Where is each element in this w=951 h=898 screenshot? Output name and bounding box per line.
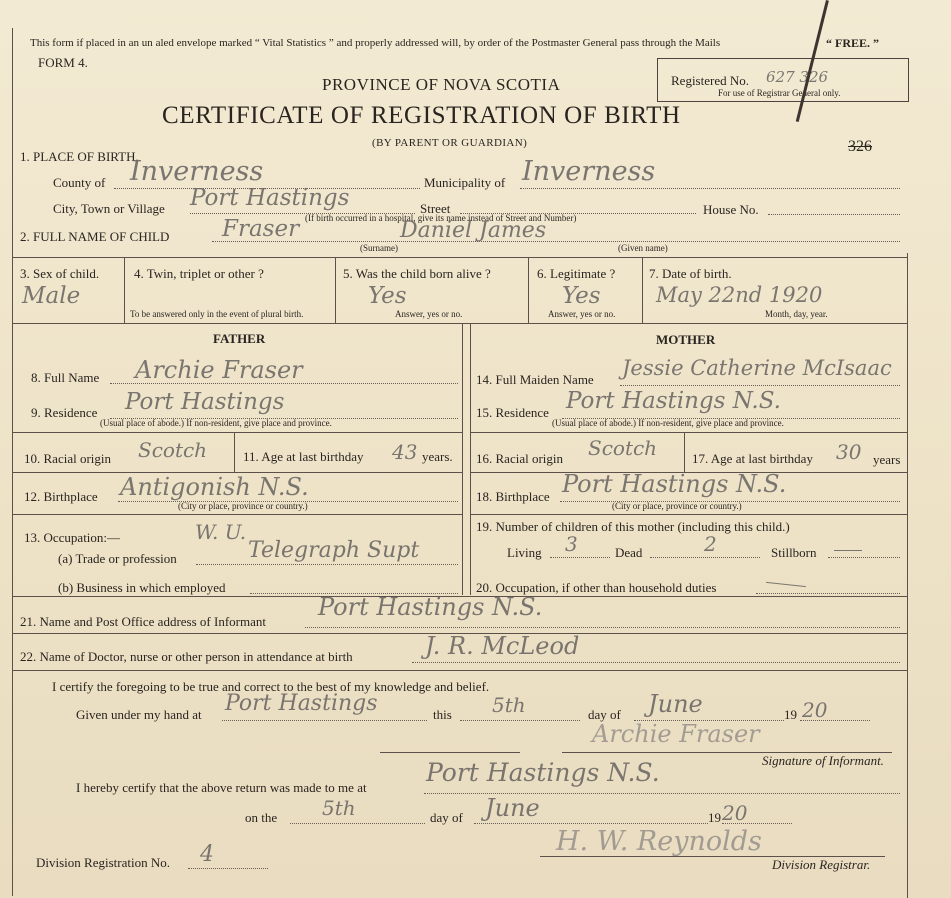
registered-value: 627 326 xyxy=(766,68,829,86)
business-label: (b) Business in which employed xyxy=(58,580,226,595)
free-notice: “ FREE. ” xyxy=(826,36,880,50)
certify-statement: I certify the foregoing to be true and correct to the best of my knowledge and belief. xyxy=(52,679,490,694)
informant-signature: Archie Fraser xyxy=(592,720,760,748)
registrar-signature: H. W. Reynolds xyxy=(556,826,762,857)
father-occupation-prefix: W. U. xyxy=(195,520,247,544)
father-name-value: Archie Fraser xyxy=(135,356,303,384)
registrar-use-note: For use of Registrar General only. xyxy=(718,88,841,98)
registrar-statement: I hereby certify that the above return was made to me at xyxy=(76,780,367,795)
registrar-year-prefix: 19 xyxy=(708,810,721,825)
dob-value: May 22nd 1920 xyxy=(656,283,823,307)
father-age-value: 43 xyxy=(392,440,418,464)
father-birthplace-value: Antigonish N.S. xyxy=(120,473,309,501)
born-alive-note: Answer, yes or no. xyxy=(395,309,463,319)
certify-day-label: day of xyxy=(588,707,621,722)
county-label: County of xyxy=(53,175,106,190)
corner-number: 326 xyxy=(848,138,872,155)
province-heading: PROVINCE OF NOVA SCOTIA xyxy=(322,75,561,94)
mother-racial-value: Scotch xyxy=(588,436,658,460)
doctor-label: 22. Name of Doctor, nurse or other person in attendance at birth xyxy=(20,649,353,664)
stillborn-dash xyxy=(834,550,862,551)
mother-racial-label: 16. Racial origin xyxy=(476,451,564,466)
registrar-month-value: June xyxy=(485,794,540,822)
division-no-label: Division Registration No. xyxy=(36,855,170,870)
stillborn-label: Stillborn xyxy=(771,545,817,560)
father-racial-label: 10. Racial origin xyxy=(24,451,112,466)
hospital-note: (If birth occurred in a hospital, give its name instead of Street and Number) xyxy=(305,213,577,223)
registrar-caption: Division Registrar. xyxy=(772,857,871,872)
mother-occupation-label: 20. Occupation, if other than household duties xyxy=(476,580,717,595)
twin-label: 4. Twin, triplet or other ? xyxy=(134,266,264,281)
mother-birthplace-value: Port Hastings N.S. xyxy=(562,470,787,498)
mother-age-unit: years xyxy=(873,452,901,467)
father-heading: FATHER xyxy=(213,331,266,346)
child-given-value: Daniel James xyxy=(400,218,547,243)
father-racial-value: Scotch xyxy=(138,438,208,462)
mother-age-label: 17. Age at last birthday xyxy=(692,451,813,466)
dead-value: 2 xyxy=(704,532,717,556)
certify-month-value: June xyxy=(648,690,703,718)
father-age-unit: years. xyxy=(422,449,453,464)
street-label: Street xyxy=(420,201,451,216)
mother-residence-label: 15. Residence xyxy=(476,405,549,420)
mother-heading: MOTHER xyxy=(656,332,716,347)
legitimate-value: Yes xyxy=(562,283,601,309)
sex-value: Male xyxy=(22,283,81,309)
trade-value: Telegraph Supt xyxy=(248,538,420,563)
father-name-label: 8. Full Name xyxy=(31,370,100,385)
legitimate-label: 6. Legitimate ? xyxy=(537,266,616,281)
municipality-value: Inverness xyxy=(522,156,656,187)
dead-label: Dead xyxy=(615,545,643,560)
child-name-label: 2. FULL NAME OF CHILD xyxy=(20,229,170,244)
certify-day-value: 5th xyxy=(492,693,526,717)
dob-note: Month, day, year. xyxy=(765,309,828,319)
informant-value: Port Hastings N.S. xyxy=(318,593,543,621)
father-occupation-label: 13. Occupation:— xyxy=(24,530,121,545)
right-border xyxy=(907,253,908,898)
county-value: Inverness xyxy=(130,156,264,187)
mother-name-label: 14. Full Maiden Name xyxy=(476,372,594,387)
given-place-value: Port Hastings xyxy=(225,691,378,716)
given-name-caption: (Given name) xyxy=(618,243,668,253)
left-border xyxy=(12,28,13,896)
mother-birthplace-label: 18. Birthplace xyxy=(476,489,550,504)
informant-label: 21. Name and Post Office address of Informant xyxy=(20,614,266,629)
mother-residence-value: Port Hastings N.S. xyxy=(566,388,781,414)
division-no-value: 4 xyxy=(200,842,214,867)
dob-label: 7. Date of birth. xyxy=(649,266,732,281)
surname-caption: (Surname) xyxy=(360,243,398,253)
registrar-day-label: day of xyxy=(430,810,463,825)
trade-label: (a) Trade or profession xyxy=(58,551,177,566)
doctor-value: J. R. McLeod xyxy=(425,632,580,660)
registrar-year-value: 20 xyxy=(722,801,748,825)
certify-year-prefix: 19 xyxy=(784,707,797,722)
city-value: Port Hastings xyxy=(190,185,350,211)
on-the-label: on the xyxy=(245,810,278,825)
occupation-dash xyxy=(766,582,806,587)
living-value: 3 xyxy=(565,532,578,556)
father-residence-value: Port Hastings xyxy=(125,389,285,415)
legitimate-note: Answer, yes or no. xyxy=(548,309,616,319)
father-residence-note: (Usual place of abode.) If non-resident, give place and province. xyxy=(100,418,332,428)
father-age-label: 11. Age at last birthday xyxy=(243,449,364,464)
page-subtitle: (BY PARENT OR GUARDIAN) xyxy=(372,137,528,149)
living-label: Living xyxy=(507,545,542,560)
registered-box xyxy=(657,58,909,102)
twin-note: To be answered only in the event of plural birth. xyxy=(130,309,304,319)
house-no-label: House No. xyxy=(703,202,759,217)
mail-notice: This form if placed in an un aled envelope marked “ Vital Statistics ” and properly addressed will, by order of the Postmaster General pass through the Mails xyxy=(30,37,721,49)
father-birthplace-note: (City or place, province or country.) xyxy=(178,501,308,511)
mother-birthplace-note: (City or place, province or country.) xyxy=(612,501,742,511)
registrar-place-value: Port Hastings N.S. xyxy=(426,758,660,787)
city-label: City, Town or Village xyxy=(53,201,165,216)
municipality-label: Municipality of xyxy=(424,175,506,190)
father-residence-label: 9. Residence xyxy=(31,405,98,420)
born-alive-label: 5. Was the child born alive ? xyxy=(343,266,491,281)
sex-label: 3. Sex of child. xyxy=(20,266,100,281)
mother-age-value: 30 xyxy=(836,440,862,464)
signature-caption: Signature of Informant. xyxy=(762,753,884,768)
given-under-label: Given under my hand at xyxy=(76,707,202,722)
page-title: CERTIFICATE OF REGISTRATION OF BIRTH xyxy=(162,102,681,129)
form-number: FORM 4. xyxy=(38,55,88,70)
mother-residence-note: (Usual place of abode.) If non-resident, give place and province. xyxy=(552,418,784,428)
mother-name-value: Jessie Catherine McIsaac xyxy=(622,356,892,380)
place-of-birth-label: 1. PLACE OF BIRTH. xyxy=(20,149,139,164)
born-alive-value: Yes xyxy=(368,283,407,309)
registrar-day-value: 5th xyxy=(322,796,356,820)
father-birthplace-label: 12. Birthplace xyxy=(24,489,98,504)
this-label: this xyxy=(433,707,452,722)
registered-label: Registered No. xyxy=(671,73,749,88)
child-surname-value: Fraser xyxy=(222,216,300,242)
children-count-label: 19. Number of children of this mother (including this child.) xyxy=(476,519,790,534)
certify-year-value: 20 xyxy=(802,698,828,722)
